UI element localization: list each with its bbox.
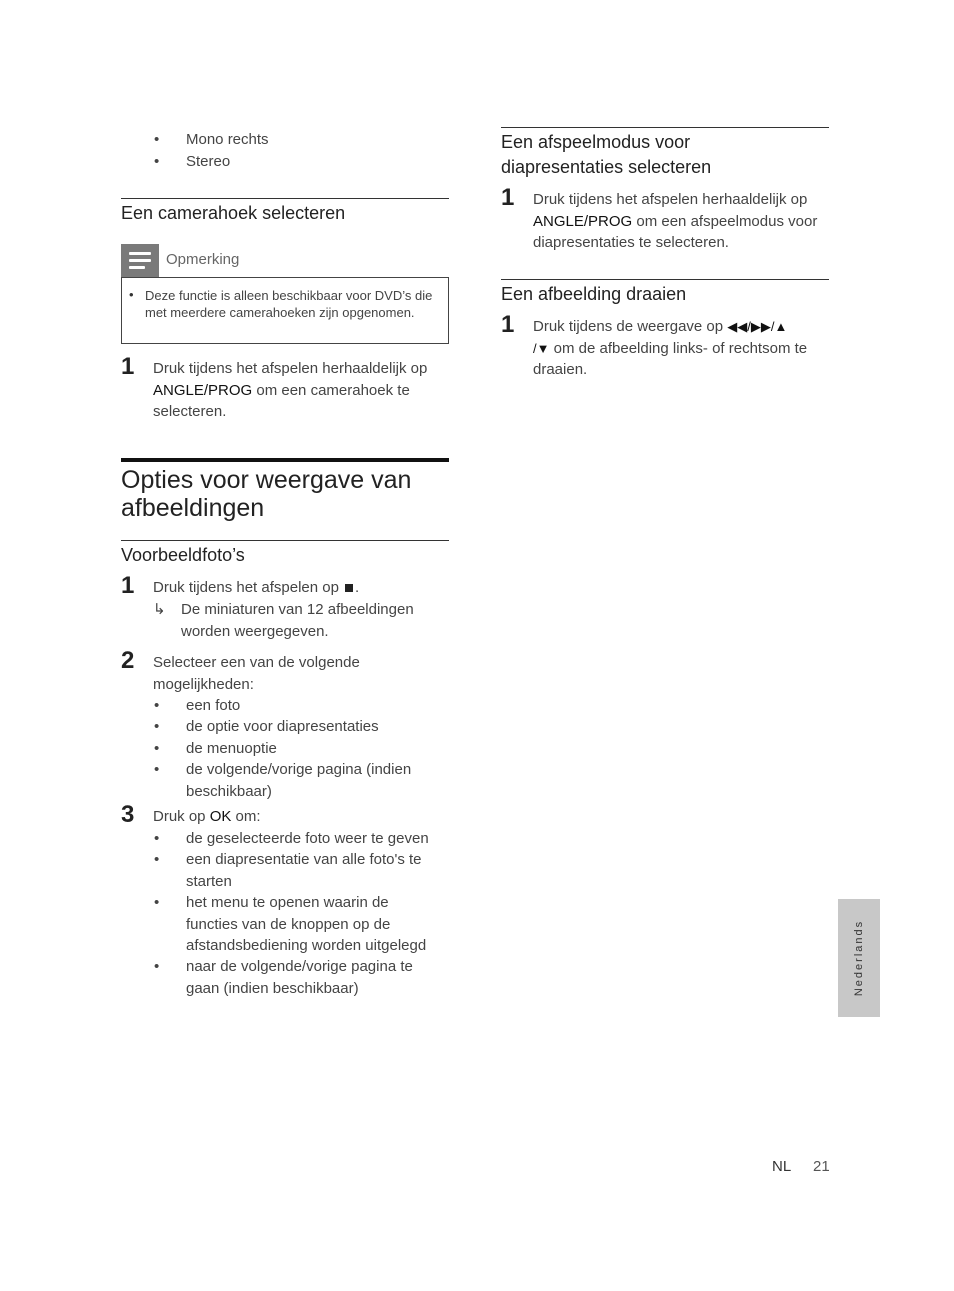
step-number: 1 [121,353,135,380]
key-angle-prog: ANGLE/PROG [533,212,633,230]
bullet-text: de geselecteerde foto weer te geven [186,830,429,847]
note-text: Deze functie is alleen beschikbaar voor DVD’s die met meerdere camerahoeken zijn opgenomen. [145,288,433,320]
bullet-dot: • [129,287,134,302]
step-text [533,316,829,381]
step-text-post: om een afspeelmodus voor diapresentaties te selecteren. [533,212,818,251]
bullet-dot: • [154,894,160,911]
section-thick-divider [121,458,449,462]
step-number: 2 [121,647,135,674]
language-side-tab [838,899,880,1017]
note-icon [121,244,159,277]
step-text-pre: Druk tijdens het afspelen herhaaldelijk op [533,191,808,208]
key-ok: OK [209,808,232,825]
bullet-dot: • [154,131,160,148]
bullet-text: naar de volgende/vorige pagina te gaan (indien beschikbaar) [186,958,413,997]
step-number: 1 [501,184,515,211]
down-key: /▼ [533,340,550,356]
step-text-pre: Druk tijdens de weergave op [533,318,728,335]
stop-icon [345,584,353,592]
step-text [153,577,449,599]
note-header [121,244,449,277]
rewind-forward-up-keys: ◀◀/▶▶/▲ [727,319,788,334]
bullet-text: het menu te openen waarin de functies van de knoppen op de afstandsbediening worden uitgelegd [186,894,427,954]
page-number: 21 [813,1158,830,1175]
step-text-pre: Druk tijdens het afspelen herhaaldelijk op [153,360,428,377]
bullet-dot: • [154,761,160,778]
step-result: De miniaturen van 12 afbeeldingen worden weergegeven. [181,601,414,640]
section-divider [121,540,449,541]
step-text-pre: Druk tijdens het afspelen op [153,579,339,596]
step-text: Selecteer een van de volgende mogelijkheden: [153,654,360,693]
note-box [121,277,449,344]
step-number: 1 [501,311,515,338]
bullet-dot: • [154,718,160,735]
bullet-text: een foto [186,697,241,714]
step-number: 3 [121,801,135,828]
step-text-post: om een camerahoek te selecteren. [153,381,410,420]
key-angle-prog: ANGLE/PROG [153,381,253,399]
slideshow-heading: Een afspeelmodus voor diapresentaties selecteren [501,132,712,177]
bullet-text: Stereo [186,153,231,170]
bullet-item [154,759,449,803]
step-text-post: om: [231,808,261,825]
footer-lang: NL [772,1158,792,1175]
section-divider [501,279,829,280]
bullet-text: Mono rechts [186,131,269,148]
bullet-text: de optie voor diapresentaties [186,718,379,735]
result-arrow-icon: ↳ [153,601,166,618]
step-number: 1 [121,572,135,599]
bullet-text: een diapresentatie van alle foto's te starten [186,851,422,890]
step-text-pre: Druk op [153,808,210,825]
step-text [153,358,449,423]
bullet-text: de menuoptie [186,740,277,757]
bullet-dot: • [154,697,160,714]
bullet-dot: • [154,153,160,170]
section-divider [501,127,829,128]
section-title: Opties voor weergave van afbeeldingen [121,466,412,522]
step-text [533,189,829,254]
bullet-text: de volgende/vorige pagina (indien beschikbaar) [186,761,412,800]
camera-angle-heading: Een camerahoek selecteren [121,203,346,223]
section-divider [121,198,449,199]
bullet-dot: • [154,958,160,975]
step-text [153,806,449,828]
bullet-dot: • [154,740,160,757]
step-text-post: om de afbeelding links- of rechtsom te draaien. [533,339,808,378]
side-tab-label: Nederlands [853,919,865,997]
preview-heading: Voorbeeldfoto’s [121,545,245,565]
note-label: Opmerking [166,251,240,268]
bullet-dot: • [154,830,160,847]
bullet-dot: • [154,851,160,868]
rotate-heading: Een afbeelding draaien [501,284,687,304]
step-text-post: . [354,579,360,596]
